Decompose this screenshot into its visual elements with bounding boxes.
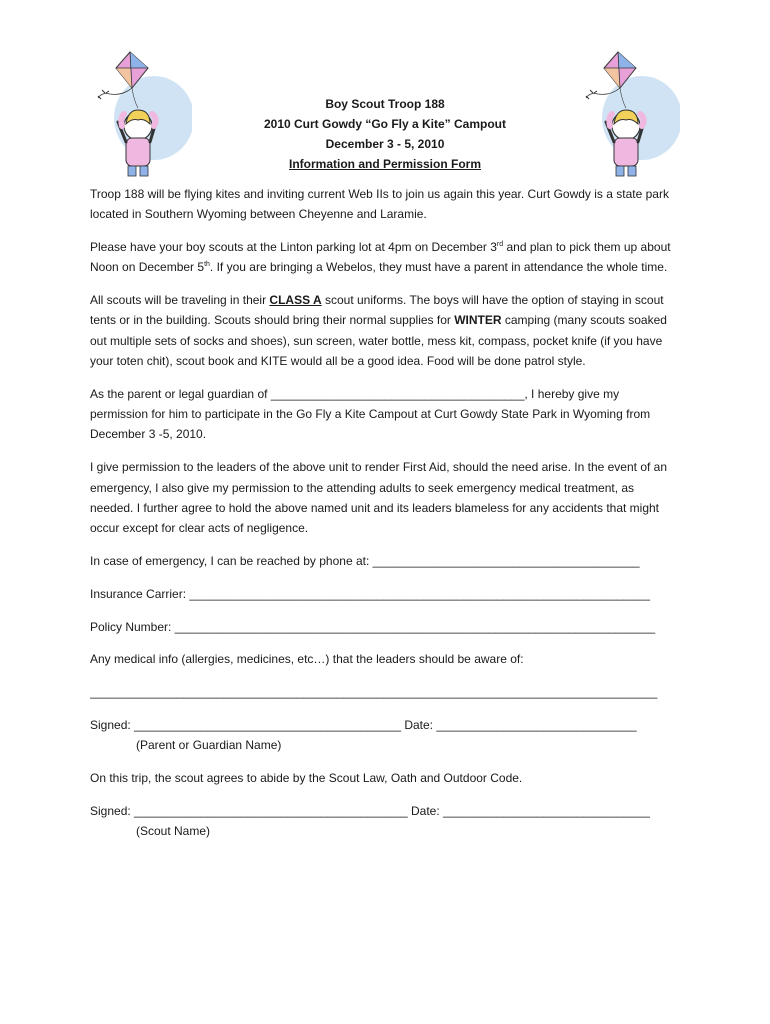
- medical-info-label: Any medical info (allergies, medicines, etc…) that the leaders should be aware of:: [90, 652, 524, 667]
- form-title: Information and Permission Form: [288, 157, 482, 171]
- dropoff-sup-rd: rd: [496, 241, 504, 249]
- uniform-text-c: camping (many scouts soaked out multiple sets of socks and shoes), sun screen, water bottle, mess kit, compass, pocket knife (if you have your toten chit), scout book and KITE would all be a good idea. Food will be done patrol style.: [90, 313, 667, 369]
- emergency-phone-field[interactable]: In case of emergency, I can be reached by phone at: ________________________________________: [90, 553, 640, 568]
- scout-signature-field[interactable]: Signed: _________________________________________ Date: _______________________________: [90, 803, 650, 818]
- scout-law-statement: On this trip, the scout agrees to abide by the Scout Law, Oath and Outdoor Code.: [90, 771, 523, 786]
- dropoff-sup-th: th: [204, 261, 210, 269]
- scout-signature-caption: (Scout Name): [136, 824, 211, 839]
- dropoff-text-a: Please have your boy scouts at the Linton parking lot at 4pm on December 3: [90, 240, 497, 255]
- dropoff-paragraph: [90, 237, 680, 278]
- form-body: [90, 184, 680, 854]
- parent-signature-caption: (Parent or Guardian Name): [136, 738, 282, 753]
- insurance-carrier-field[interactable]: Insurance Carrier: _____________________________________________________________________: [90, 586, 650, 601]
- guardian-permission-paragraph: As the parent or legal guardian of ______________________________________, I hereby give my permission for him to participate in the Go Fly a Kite Campout at Curt Gowdy State Park in Wyoming from December 3 -5, 2010.: [90, 386, 651, 442]
- parent-signature-field[interactable]: Signed: ________________________________________ Date: ______________________________: [90, 717, 637, 732]
- uniform-text-a: All scouts will be traveling in their: [90, 293, 270, 308]
- form-header: [0, 94, 770, 174]
- uniform-paragraph: [90, 290, 680, 371]
- class-a-emphasis: CLASS A: [269, 293, 322, 308]
- dropoff-text-c: . If you are bringing a Webelos, they must have a parent in attendance the whole time.: [209, 260, 668, 275]
- policy-number-field[interactable]: Policy Number: ________________________________________________________________________: [90, 619, 656, 634]
- medical-info-field[interactable]: _____________________________________________________________________________________: [90, 685, 658, 700]
- uniform-text-b: scout uniforms. The boys will have the option of staying in scout tents or in the building. Scouts should bring their normal supplies for: [90, 293, 664, 328]
- first-aid-paragraph: I give permission to the leaders of the above unit to render First Aid, should the need arise. In the event of an emergency, I also give my permission to the attending adults to seek emergency medical treatment, as needed. I further agree to hold the above named unit and its leaders blameless for any accidents that might occur except for clear acts of negligence.: [90, 460, 668, 536]
- troop-title: Boy Scout Troop 188: [325, 97, 445, 111]
- campout-dates: December 3 - 5, 2010: [325, 137, 445, 151]
- dropoff-text-b: and plan to pick them up about Noon on December 5: [90, 240, 671, 275]
- winter-emphasis: WINTER: [454, 313, 502, 328]
- campout-title: 2010 Curt Gowdy “Go Fly a Kite” Campout: [263, 117, 507, 131]
- intro-paragraph: Troop 188 will be flying kites and inviting current Web IIs to join us again this year. Curt Gowdy is a state park located in Southern Wyoming between Cheyenne and Laramie.: [90, 187, 669, 222]
